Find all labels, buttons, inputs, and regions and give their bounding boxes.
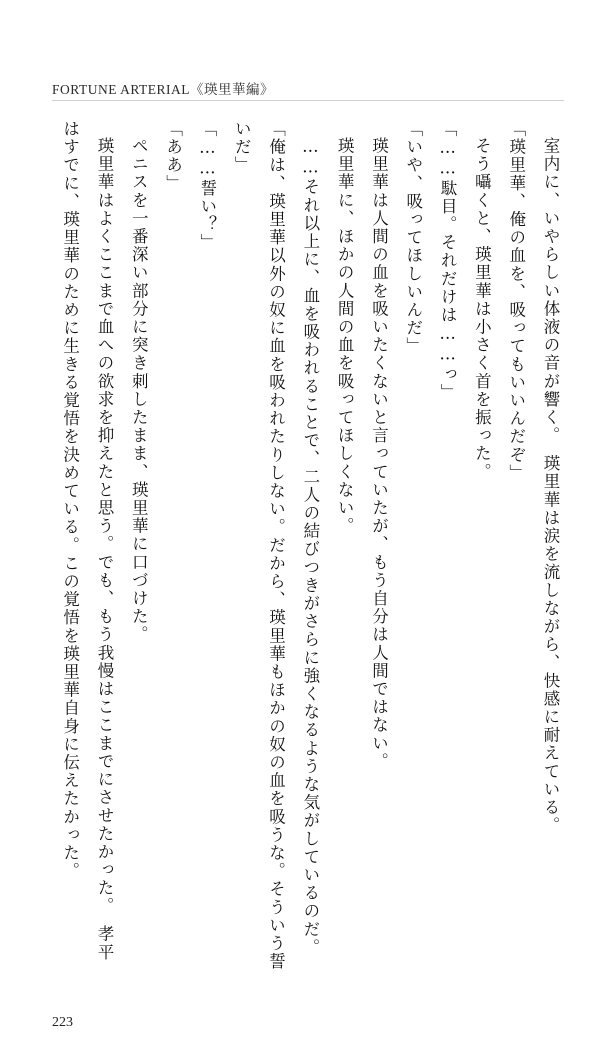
paragraph: 「いや、吸ってほしいんだ」 bbox=[403, 120, 423, 356]
paragraph: 「俺は、瑛里華以外の奴に血を吸われたりしない。だから、瑛里華もほかの奴の血を吸うな。そういう誓いだ」 bbox=[232, 120, 286, 971]
header-volume-title: 《瑛里華編》 bbox=[190, 82, 275, 97]
paragraph: 瑛里華に、ほかの人間の血を吸ってほしくない。 bbox=[335, 136, 355, 535]
paragraph: 瑛里華は人間の血を吸いたくないと言っていたが、もう自分は人間ではない。 bbox=[369, 136, 389, 770]
paragraph: 「……誓い？」 bbox=[197, 120, 217, 252]
paragraph: 「瑛里華、俺の血を、吸ってもいいんだぞ」 bbox=[506, 120, 526, 482]
paragraph: 室内に、いやらしい体液の音が響く。 瑛里華は涙を流しながら、快感に耐えている。 bbox=[541, 136, 560, 835]
running-header bbox=[52, 78, 274, 98]
paragraph: 瑛里華はよくここまで血への欲求を抑えたと思う。でも、もう我慢はここまでにさせたかった。 孝平はすでに、瑛里華のために生きる覚悟を決めている。この覚悟を瑛里華自身に伝えたかった。 bbox=[60, 120, 114, 961]
body-text-vertical bbox=[60, 120, 567, 975]
paragraph: ……それ以上に、血を吸われることで、二人の結びつきがさらに強くなるような気がしているのだ。 bbox=[300, 136, 320, 956]
paragraph: 「……駄目。それだけは……っ」 bbox=[438, 120, 458, 402]
header-series-title: FORTUNE ARTERIAL bbox=[52, 82, 191, 97]
paragraph: 「ああ」 bbox=[163, 120, 183, 193]
page-number: 223 bbox=[52, 1015, 73, 1030]
paragraph: ペニスを一番深い部分に突き刺したまま、瑛里華に口づけた。 bbox=[129, 136, 149, 644]
paragraph: そう囁くと、瑛里華は小さく首を振った。 bbox=[472, 136, 492, 481]
header-divider bbox=[52, 100, 564, 101]
